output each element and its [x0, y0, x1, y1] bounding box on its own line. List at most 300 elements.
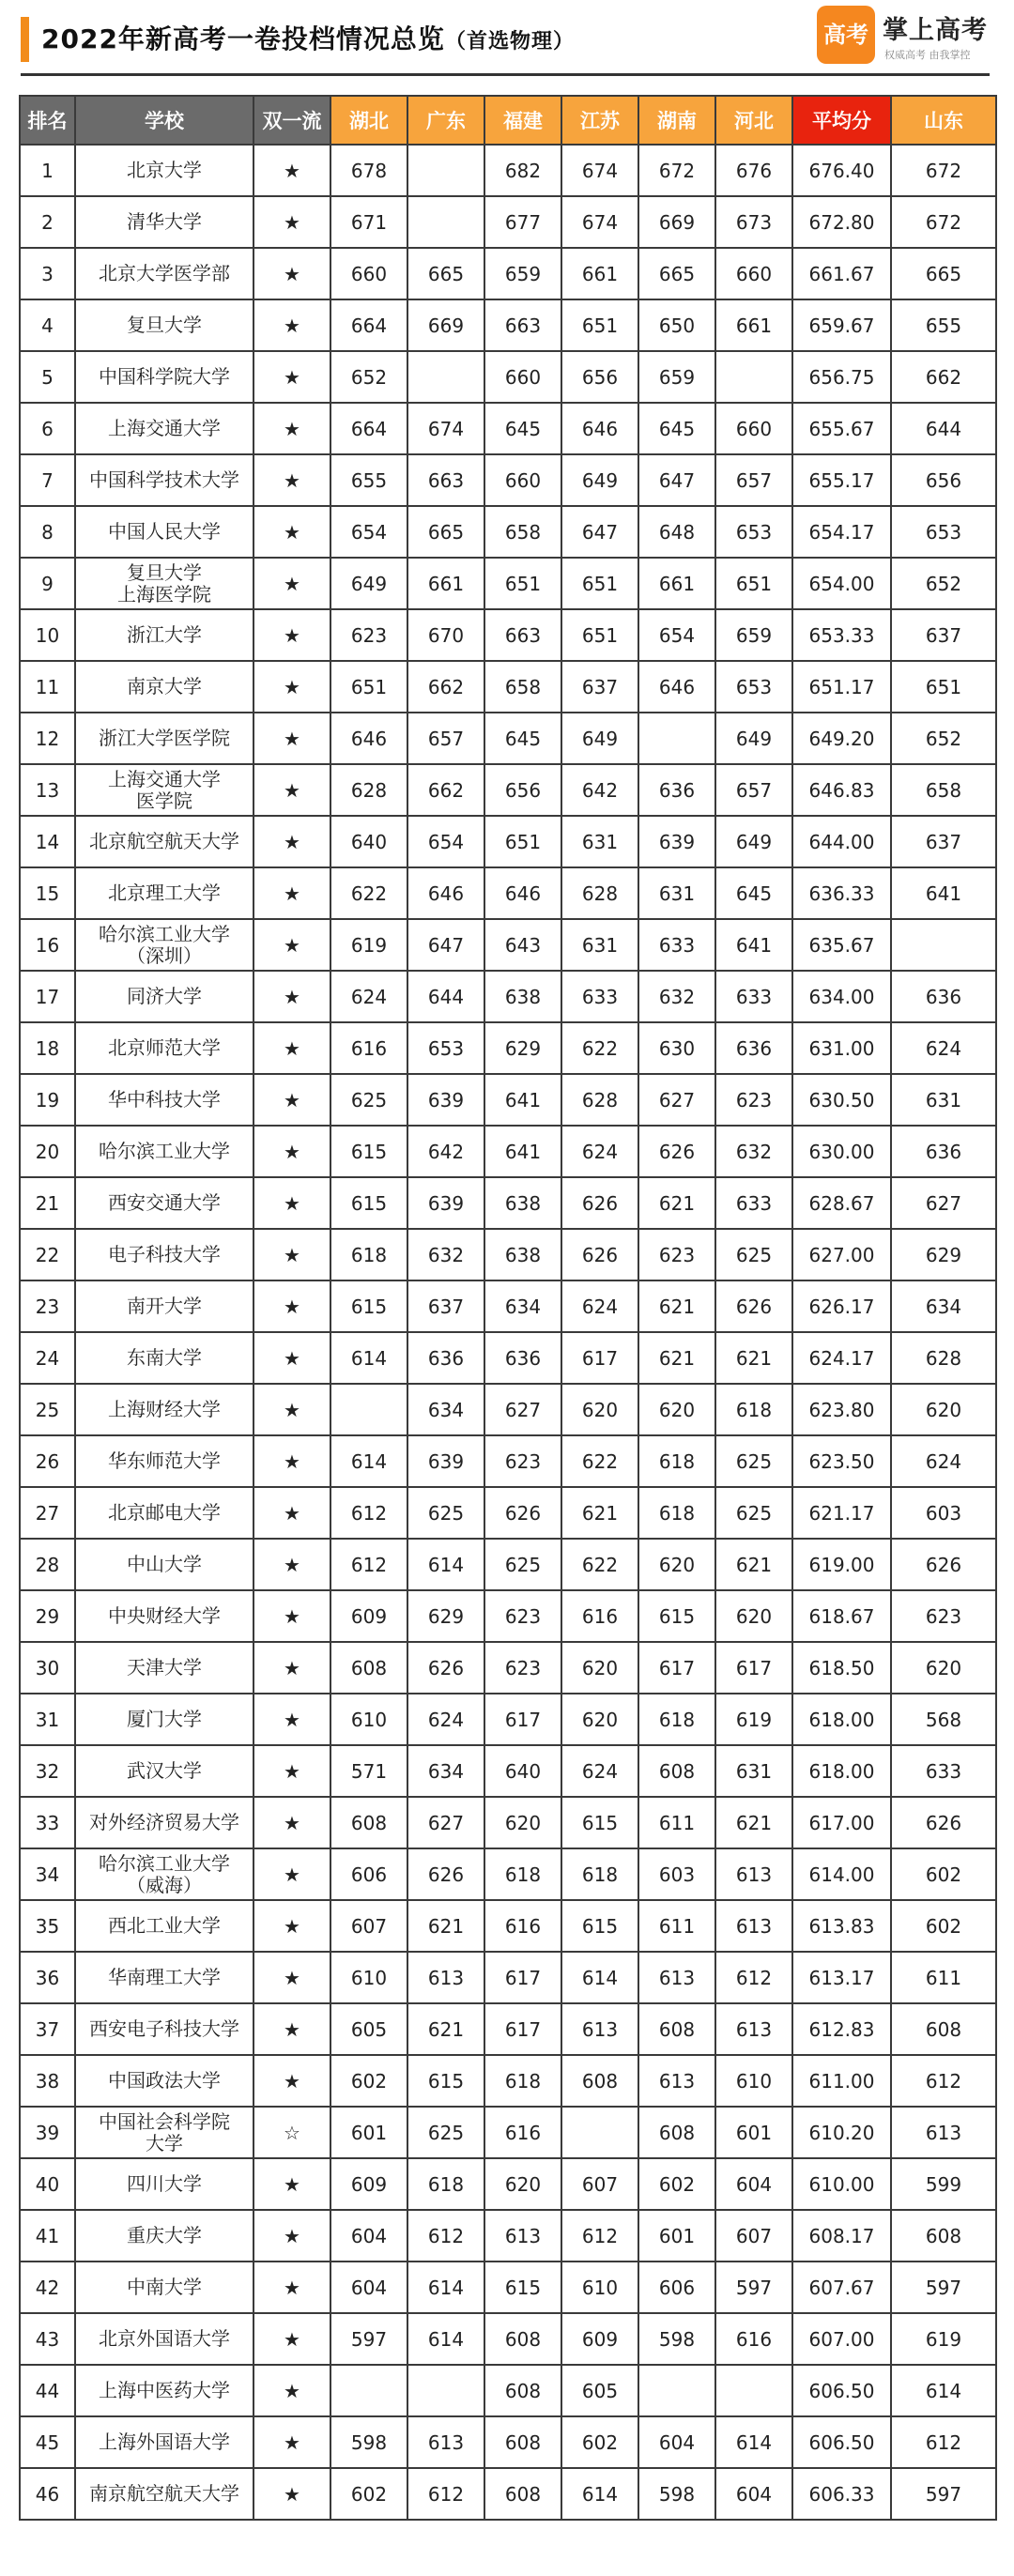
rank-cell: 11: [20, 661, 75, 713]
table-row: [20, 403, 996, 454]
double-first-class-cell: ★: [254, 196, 330, 248]
average-score-cell: 611.00: [792, 2055, 891, 2107]
double-first-class-cell: ★: [254, 816, 330, 867]
school-cell: 哈尔滨工业大学 （威海）: [75, 1848, 254, 1900]
guangdong-score-cell: 625: [407, 1487, 484, 1539]
hubei-score-cell: 609: [330, 1590, 407, 1642]
hebei-score-cell: 621: [715, 1797, 792, 1848]
double-first-class-cell: ★: [254, 867, 330, 919]
table-row: [20, 1797, 996, 1848]
average-score-cell: 608.17: [792, 2210, 891, 2262]
school-cell: 浙江大学: [75, 609, 254, 661]
rank-cell: 41: [20, 2210, 75, 2262]
average-score-cell: 654.00: [792, 558, 891, 609]
double-first-class-cell: ★: [254, 2210, 330, 2262]
shandong-score-cell: 656: [891, 454, 996, 506]
average-score-cell: 618.00: [792, 1694, 891, 1745]
hubei-score-cell: 624: [330, 971, 407, 1022]
hunan-score-cell: 606: [638, 2262, 715, 2313]
double-first-class-cell: ★: [254, 1642, 330, 1694]
hubei-score-cell: [330, 1384, 407, 1435]
rank-cell: 7: [20, 454, 75, 506]
hunan-score-cell: 601: [638, 2210, 715, 2262]
shandong-score-cell: 651: [891, 661, 996, 713]
jiangsu-score-cell: 656: [561, 351, 638, 403]
school-cell: 北京大学医学部: [75, 248, 254, 299]
shandong-score-cell: 628: [891, 1332, 996, 1384]
header-hebei: 河北: [715, 96, 792, 145]
table-row: [20, 2107, 996, 2158]
fujian-score-cell: 660: [484, 454, 561, 506]
hunan-score-cell: 645: [638, 403, 715, 454]
double-first-class-cell: ★: [254, 506, 330, 558]
table-row: [20, 661, 996, 713]
shandong-score-cell: 662: [891, 351, 996, 403]
hunan-score-cell: 632: [638, 971, 715, 1022]
hunan-score-cell: 604: [638, 2416, 715, 2468]
jiangsu-score-cell: 613: [561, 2003, 638, 2055]
brand-slogan: 权威高考 由我掌控: [884, 49, 971, 61]
school-cell: 华南理工大学: [75, 1952, 254, 2003]
hebei-score-cell: 616: [715, 2313, 792, 2365]
fujian-score-cell: 641: [484, 1126, 561, 1177]
hunan-score-cell: 623: [638, 1229, 715, 1280]
page-title-text: 2022年新高考一卷投档情况总览: [41, 23, 445, 54]
guangdong-score-cell: 637: [407, 1280, 484, 1332]
guangdong-score-cell: 657: [407, 713, 484, 764]
jiangsu-score-cell: 633: [561, 971, 638, 1022]
rank-cell: 20: [20, 1126, 75, 1177]
fujian-score-cell: 623: [484, 1642, 561, 1694]
guangdong-score-cell: 614: [407, 1539, 484, 1590]
double-first-class-cell: ★: [254, 2313, 330, 2365]
rank-cell: 18: [20, 1022, 75, 1074]
fujian-score-cell: 645: [484, 403, 561, 454]
shandong-score-cell: 619: [891, 2313, 996, 2365]
jiangsu-score-cell: 651: [561, 558, 638, 609]
school-cell: 西北工业大学: [75, 1900, 254, 1952]
hebei-score-cell: 660: [715, 403, 792, 454]
shandong-score-cell: 636: [891, 971, 996, 1022]
average-score-cell: 606.50: [792, 2365, 891, 2416]
hunan-score-cell: 613: [638, 1952, 715, 2003]
hunan-score-cell: 654: [638, 609, 715, 661]
rank-cell: 6: [20, 403, 75, 454]
hunan-score-cell: 608: [638, 2107, 715, 2158]
guangdong-score-cell: [407, 196, 484, 248]
hunan-score-cell: [638, 713, 715, 764]
average-score-cell: 614.00: [792, 1848, 891, 1900]
school-cell: 上海外国语大学: [75, 2416, 254, 2468]
fujian-score-cell: 677: [484, 196, 561, 248]
fujian-score-cell: 659: [484, 248, 561, 299]
rank-cell: 45: [20, 2416, 75, 2468]
guangdong-score-cell: 621: [407, 1900, 484, 1952]
table-row: [20, 145, 996, 196]
fujian-score-cell: 656: [484, 764, 561, 816]
hebei-score-cell: 625: [715, 1487, 792, 1539]
fujian-score-cell: 682: [484, 145, 561, 196]
average-score-cell: 655.17: [792, 454, 891, 506]
average-score-cell: 627.00: [792, 1229, 891, 1280]
hebei-score-cell: 673: [715, 196, 792, 248]
hebei-score-cell: 641: [715, 919, 792, 971]
hunan-score-cell: 618: [638, 1487, 715, 1539]
double-first-class-cell: ★: [254, 1332, 330, 1384]
table-row: [20, 2416, 996, 2468]
shandong-score-cell: 597: [891, 2468, 996, 2520]
average-score-cell: 621.17: [792, 1487, 891, 1539]
fujian-score-cell: 640: [484, 1745, 561, 1797]
fujian-score-cell: 663: [484, 299, 561, 351]
school-cell: 中央财经大学: [75, 1590, 254, 1642]
jiangsu-score-cell: 647: [561, 506, 638, 558]
guangdong-score-cell: 613: [407, 2416, 484, 2468]
jiangsu-score-cell: 620: [561, 1694, 638, 1745]
hubei-score-cell: 610: [330, 1952, 407, 2003]
hubei-score-cell: 640: [330, 816, 407, 867]
average-score-cell: 623.50: [792, 1435, 891, 1487]
fujian-score-cell: 608: [484, 2313, 561, 2365]
table-row: [20, 1280, 996, 1332]
shandong-score-cell: 633: [891, 1745, 996, 1797]
average-score-cell: 612.83: [792, 2003, 891, 2055]
header-guangdong: 广东: [407, 96, 484, 145]
school-cell: 电子科技大学: [75, 1229, 254, 1280]
double-first-class-cell: ★: [254, 1022, 330, 1074]
jiangsu-score-cell: 622: [561, 1539, 638, 1590]
hubei-score-cell: 602: [330, 2468, 407, 2520]
school-cell: 清华大学: [75, 196, 254, 248]
jiangsu-score-cell: 649: [561, 454, 638, 506]
shandong-score-cell: 653: [891, 506, 996, 558]
school-cell: 北京外国语大学: [75, 2313, 254, 2365]
shandong-score-cell: 623: [891, 1590, 996, 1642]
hunan-score-cell: 611: [638, 1900, 715, 1952]
average-score-cell: 649.20: [792, 713, 891, 764]
jiangsu-score-cell: 608: [561, 2055, 638, 2107]
school-cell: 上海中医药大学: [75, 2365, 254, 2416]
hebei-score-cell: 633: [715, 1177, 792, 1229]
page-title: [41, 19, 575, 56]
fujian-score-cell: 638: [484, 1229, 561, 1280]
hunan-score-cell: 620: [638, 1539, 715, 1590]
jiangsu-score-cell: 624: [561, 1126, 638, 1177]
double-first-class-cell: ★: [254, 1435, 330, 1487]
hubei-score-cell: 609: [330, 2158, 407, 2210]
shandong-score-cell: 636: [891, 1126, 996, 1177]
hebei-score-cell: 604: [715, 2158, 792, 2210]
fujian-score-cell: 608: [484, 2468, 561, 2520]
shandong-score-cell: 624: [891, 1022, 996, 1074]
hunan-score-cell: 608: [638, 1745, 715, 1797]
rank-cell: 9: [20, 558, 75, 609]
guangdong-score-cell: 613: [407, 1952, 484, 2003]
hubei-score-cell: 614: [330, 1332, 407, 1384]
table-row: [20, 1177, 996, 1229]
table-row: [20, 558, 996, 609]
shandong-score-cell: 641: [891, 867, 996, 919]
rank-cell: 31: [20, 1694, 75, 1745]
rank-cell: 29: [20, 1590, 75, 1642]
page-subtitle: （首选物理）: [444, 30, 575, 54]
table-row: [20, 2262, 996, 2313]
table-row: [20, 1487, 996, 1539]
table-row: [20, 713, 996, 764]
hunan-score-cell: 661: [638, 558, 715, 609]
guangdong-score-cell: 653: [407, 1022, 484, 1074]
fujian-score-cell: 625: [484, 1539, 561, 1590]
header-jiangsu: 江苏: [561, 96, 638, 145]
hunan-score-cell: 648: [638, 506, 715, 558]
shandong-score-cell: 631: [891, 1074, 996, 1126]
fujian-score-cell: 608: [484, 2365, 561, 2416]
double-first-class-cell: ★: [254, 1177, 330, 1229]
hunan-score-cell: 636: [638, 764, 715, 816]
rank-cell: 30: [20, 1642, 75, 1694]
hebei-score-cell: 618: [715, 1384, 792, 1435]
jiangsu-score-cell: 646: [561, 403, 638, 454]
table-row: [20, 2365, 996, 2416]
double-first-class-cell: ☆: [254, 2107, 330, 2158]
brand-logo-icon: 高考: [817, 6, 875, 64]
hubei-score-cell: 608: [330, 1642, 407, 1694]
school-cell: 中国科学技术大学: [75, 454, 254, 506]
hubei-score-cell: 615: [330, 1126, 407, 1177]
school-cell: 西安交通大学: [75, 1177, 254, 1229]
jiangsu-score-cell: 651: [561, 299, 638, 351]
average-score-cell: 607.67: [792, 2262, 891, 2313]
shandong-score-cell: 655: [891, 299, 996, 351]
shandong-score-cell: 620: [891, 1642, 996, 1694]
fujian-score-cell: 620: [484, 1797, 561, 1848]
hunan-score-cell: 598: [638, 2313, 715, 2365]
hebei-score-cell: 653: [715, 661, 792, 713]
fujian-score-cell: 638: [484, 971, 561, 1022]
hubei-score-cell: 602: [330, 2055, 407, 2107]
hebei-score-cell: 623: [715, 1074, 792, 1126]
table-row: [20, 454, 996, 506]
double-first-class-cell: ★: [254, 2262, 330, 2313]
guangdong-score-cell: 632: [407, 1229, 484, 1280]
table-row: [20, 2468, 996, 2520]
hubei-score-cell: 654: [330, 506, 407, 558]
jiangsu-score-cell: [561, 2107, 638, 2158]
jiangsu-score-cell: 628: [561, 867, 638, 919]
shandong-score-cell: 620: [891, 1384, 996, 1435]
fujian-score-cell: 618: [484, 1848, 561, 1900]
guangdong-score-cell: 624: [407, 1694, 484, 1745]
rank-cell: 4: [20, 299, 75, 351]
jiangsu-score-cell: 614: [561, 2468, 638, 2520]
fujian-score-cell: 651: [484, 558, 561, 609]
average-score-cell: 651.17: [792, 661, 891, 713]
hunan-score-cell: 669: [638, 196, 715, 248]
table-row: [20, 1590, 996, 1642]
hunan-score-cell: 618: [638, 1435, 715, 1487]
average-score-cell: 606.33: [792, 2468, 891, 2520]
guangdong-score-cell: 629: [407, 1590, 484, 1642]
table-row: [20, 1900, 996, 1952]
double-first-class-cell: ★: [254, 299, 330, 351]
rank-cell: 14: [20, 816, 75, 867]
rank-cell: 44: [20, 2365, 75, 2416]
hubei-score-cell: 678: [330, 145, 407, 196]
fujian-score-cell: 617: [484, 2003, 561, 2055]
hebei-score-cell: 613: [715, 1900, 792, 1952]
rank-cell: 17: [20, 971, 75, 1022]
hubei-score-cell: 623: [330, 609, 407, 661]
double-first-class-cell: ★: [254, 971, 330, 1022]
table-row: [20, 1745, 996, 1797]
average-score-cell: 676.40: [792, 145, 891, 196]
average-score-cell: 654.17: [792, 506, 891, 558]
hunan-score-cell: 631: [638, 867, 715, 919]
table-header-row: [20, 96, 996, 145]
guangdong-score-cell: [407, 351, 484, 403]
rank-cell: 12: [20, 713, 75, 764]
hubei-score-cell: 612: [330, 1539, 407, 1590]
average-score-cell: 613.17: [792, 1952, 891, 2003]
hubei-score-cell: 597: [330, 2313, 407, 2365]
guangdong-score-cell: 626: [407, 1848, 484, 1900]
rank-cell: 26: [20, 1435, 75, 1487]
guangdong-score-cell: 662: [407, 764, 484, 816]
rank-cell: 24: [20, 1332, 75, 1384]
header-fujian: 福建: [484, 96, 561, 145]
hebei-score-cell: [715, 2365, 792, 2416]
jiangsu-score-cell: 649: [561, 713, 638, 764]
guangdong-score-cell: 642: [407, 1126, 484, 1177]
hubei-score-cell: 619: [330, 919, 407, 971]
hubei-score-cell: 605: [330, 2003, 407, 2055]
rank-cell: 3: [20, 248, 75, 299]
rank-cell: 5: [20, 351, 75, 403]
hebei-score-cell: 613: [715, 1848, 792, 1900]
guangdong-score-cell: 665: [407, 506, 484, 558]
hubei-score-cell: 607: [330, 1900, 407, 1952]
shandong-score-cell: 672: [891, 145, 996, 196]
hebei-score-cell: 612: [715, 1952, 792, 2003]
average-score-cell: 644.00: [792, 816, 891, 867]
double-first-class-cell: ★: [254, 1229, 330, 1280]
shandong-score-cell: 613: [891, 2107, 996, 2158]
hebei-score-cell: 621: [715, 1539, 792, 1590]
hunan-score-cell: 608: [638, 2003, 715, 2055]
school-cell: 哈尔滨工业大学 （深圳）: [75, 919, 254, 971]
guangdong-score-cell: 621: [407, 2003, 484, 2055]
header-shandong: 山东: [891, 96, 996, 145]
guangdong-score-cell: 639: [407, 1074, 484, 1126]
jiangsu-score-cell: 607: [561, 2158, 638, 2210]
fujian-score-cell: 629: [484, 1022, 561, 1074]
rank-cell: 36: [20, 1952, 75, 2003]
average-score-cell: 655.67: [792, 403, 891, 454]
guangdong-score-cell: 626: [407, 1642, 484, 1694]
hunan-score-cell: 611: [638, 1797, 715, 1848]
double-first-class-cell: ★: [254, 403, 330, 454]
double-first-class-cell: ★: [254, 713, 330, 764]
table-row: [20, 2313, 996, 2365]
table-row: [20, 1229, 996, 1280]
shandong-score-cell: 652: [891, 713, 996, 764]
table-row: [20, 1074, 996, 1126]
jiangsu-score-cell: 610: [561, 2262, 638, 2313]
shandong-score-cell: 629: [891, 1229, 996, 1280]
average-score-cell: 672.80: [792, 196, 891, 248]
guangdong-score-cell: 639: [407, 1177, 484, 1229]
guangdong-score-cell: 634: [407, 1384, 484, 1435]
fujian-score-cell: 643: [484, 919, 561, 971]
fujian-score-cell: 627: [484, 1384, 561, 1435]
school-cell: 南开大学: [75, 1280, 254, 1332]
hunan-score-cell: 630: [638, 1022, 715, 1074]
table-row: [20, 1848, 996, 1900]
jiangsu-score-cell: 624: [561, 1280, 638, 1332]
table-row: [20, 299, 996, 351]
shandong-score-cell: 612: [891, 2055, 996, 2107]
hebei-score-cell: 653: [715, 506, 792, 558]
header-double-first-class: 双一流: [254, 96, 330, 145]
hubei-score-cell: 664: [330, 403, 407, 454]
school-cell: 中国政法大学: [75, 2055, 254, 2107]
hebei-score-cell: 676: [715, 145, 792, 196]
table-row: [20, 1694, 996, 1745]
hunan-score-cell: 626: [638, 1126, 715, 1177]
hebei-score-cell: 657: [715, 764, 792, 816]
hunan-score-cell: 627: [638, 1074, 715, 1126]
fujian-score-cell: 645: [484, 713, 561, 764]
double-first-class-cell: ★: [254, 1487, 330, 1539]
hunan-score-cell: 621: [638, 1280, 715, 1332]
table-row: [20, 1435, 996, 1487]
hebei-score-cell: [715, 351, 792, 403]
shandong-score-cell: 599: [891, 2158, 996, 2210]
average-score-cell: 619.00: [792, 1539, 891, 1590]
double-first-class-cell: ★: [254, 145, 330, 196]
average-score-cell: 623.80: [792, 1384, 891, 1435]
average-score-cell: 634.00: [792, 971, 891, 1022]
school-cell: 上海交通大学: [75, 403, 254, 454]
rank-cell: 22: [20, 1229, 75, 1280]
jiangsu-score-cell: 631: [561, 816, 638, 867]
fujian-score-cell: 636: [484, 1332, 561, 1384]
hubei-score-cell: 628: [330, 764, 407, 816]
page-header: [0, 0, 1014, 75]
fujian-score-cell: 660: [484, 351, 561, 403]
school-cell: 哈尔滨工业大学: [75, 1126, 254, 1177]
hubei-score-cell: 649: [330, 558, 407, 609]
table-row: [20, 764, 996, 816]
average-score-cell: 610.00: [792, 2158, 891, 2210]
hunan-score-cell: 659: [638, 351, 715, 403]
hubei-score-cell: 646: [330, 713, 407, 764]
guangdong-score-cell: 636: [407, 1332, 484, 1384]
shandong-score-cell: 626: [891, 1797, 996, 1848]
guangdong-score-cell: 647: [407, 919, 484, 971]
average-score-cell: 626.17: [792, 1280, 891, 1332]
hebei-score-cell: 633: [715, 971, 792, 1022]
header-hubei: 湖北: [330, 96, 407, 145]
hunan-score-cell: 620: [638, 1384, 715, 1435]
hebei-score-cell: 621: [715, 1332, 792, 1384]
guangdong-score-cell: 644: [407, 971, 484, 1022]
rank-cell: 40: [20, 2158, 75, 2210]
guangdong-score-cell: 618: [407, 2158, 484, 2210]
average-score-cell: 630.00: [792, 1126, 891, 1177]
double-first-class-cell: ★: [254, 919, 330, 971]
double-first-class-cell: ★: [254, 1848, 330, 1900]
